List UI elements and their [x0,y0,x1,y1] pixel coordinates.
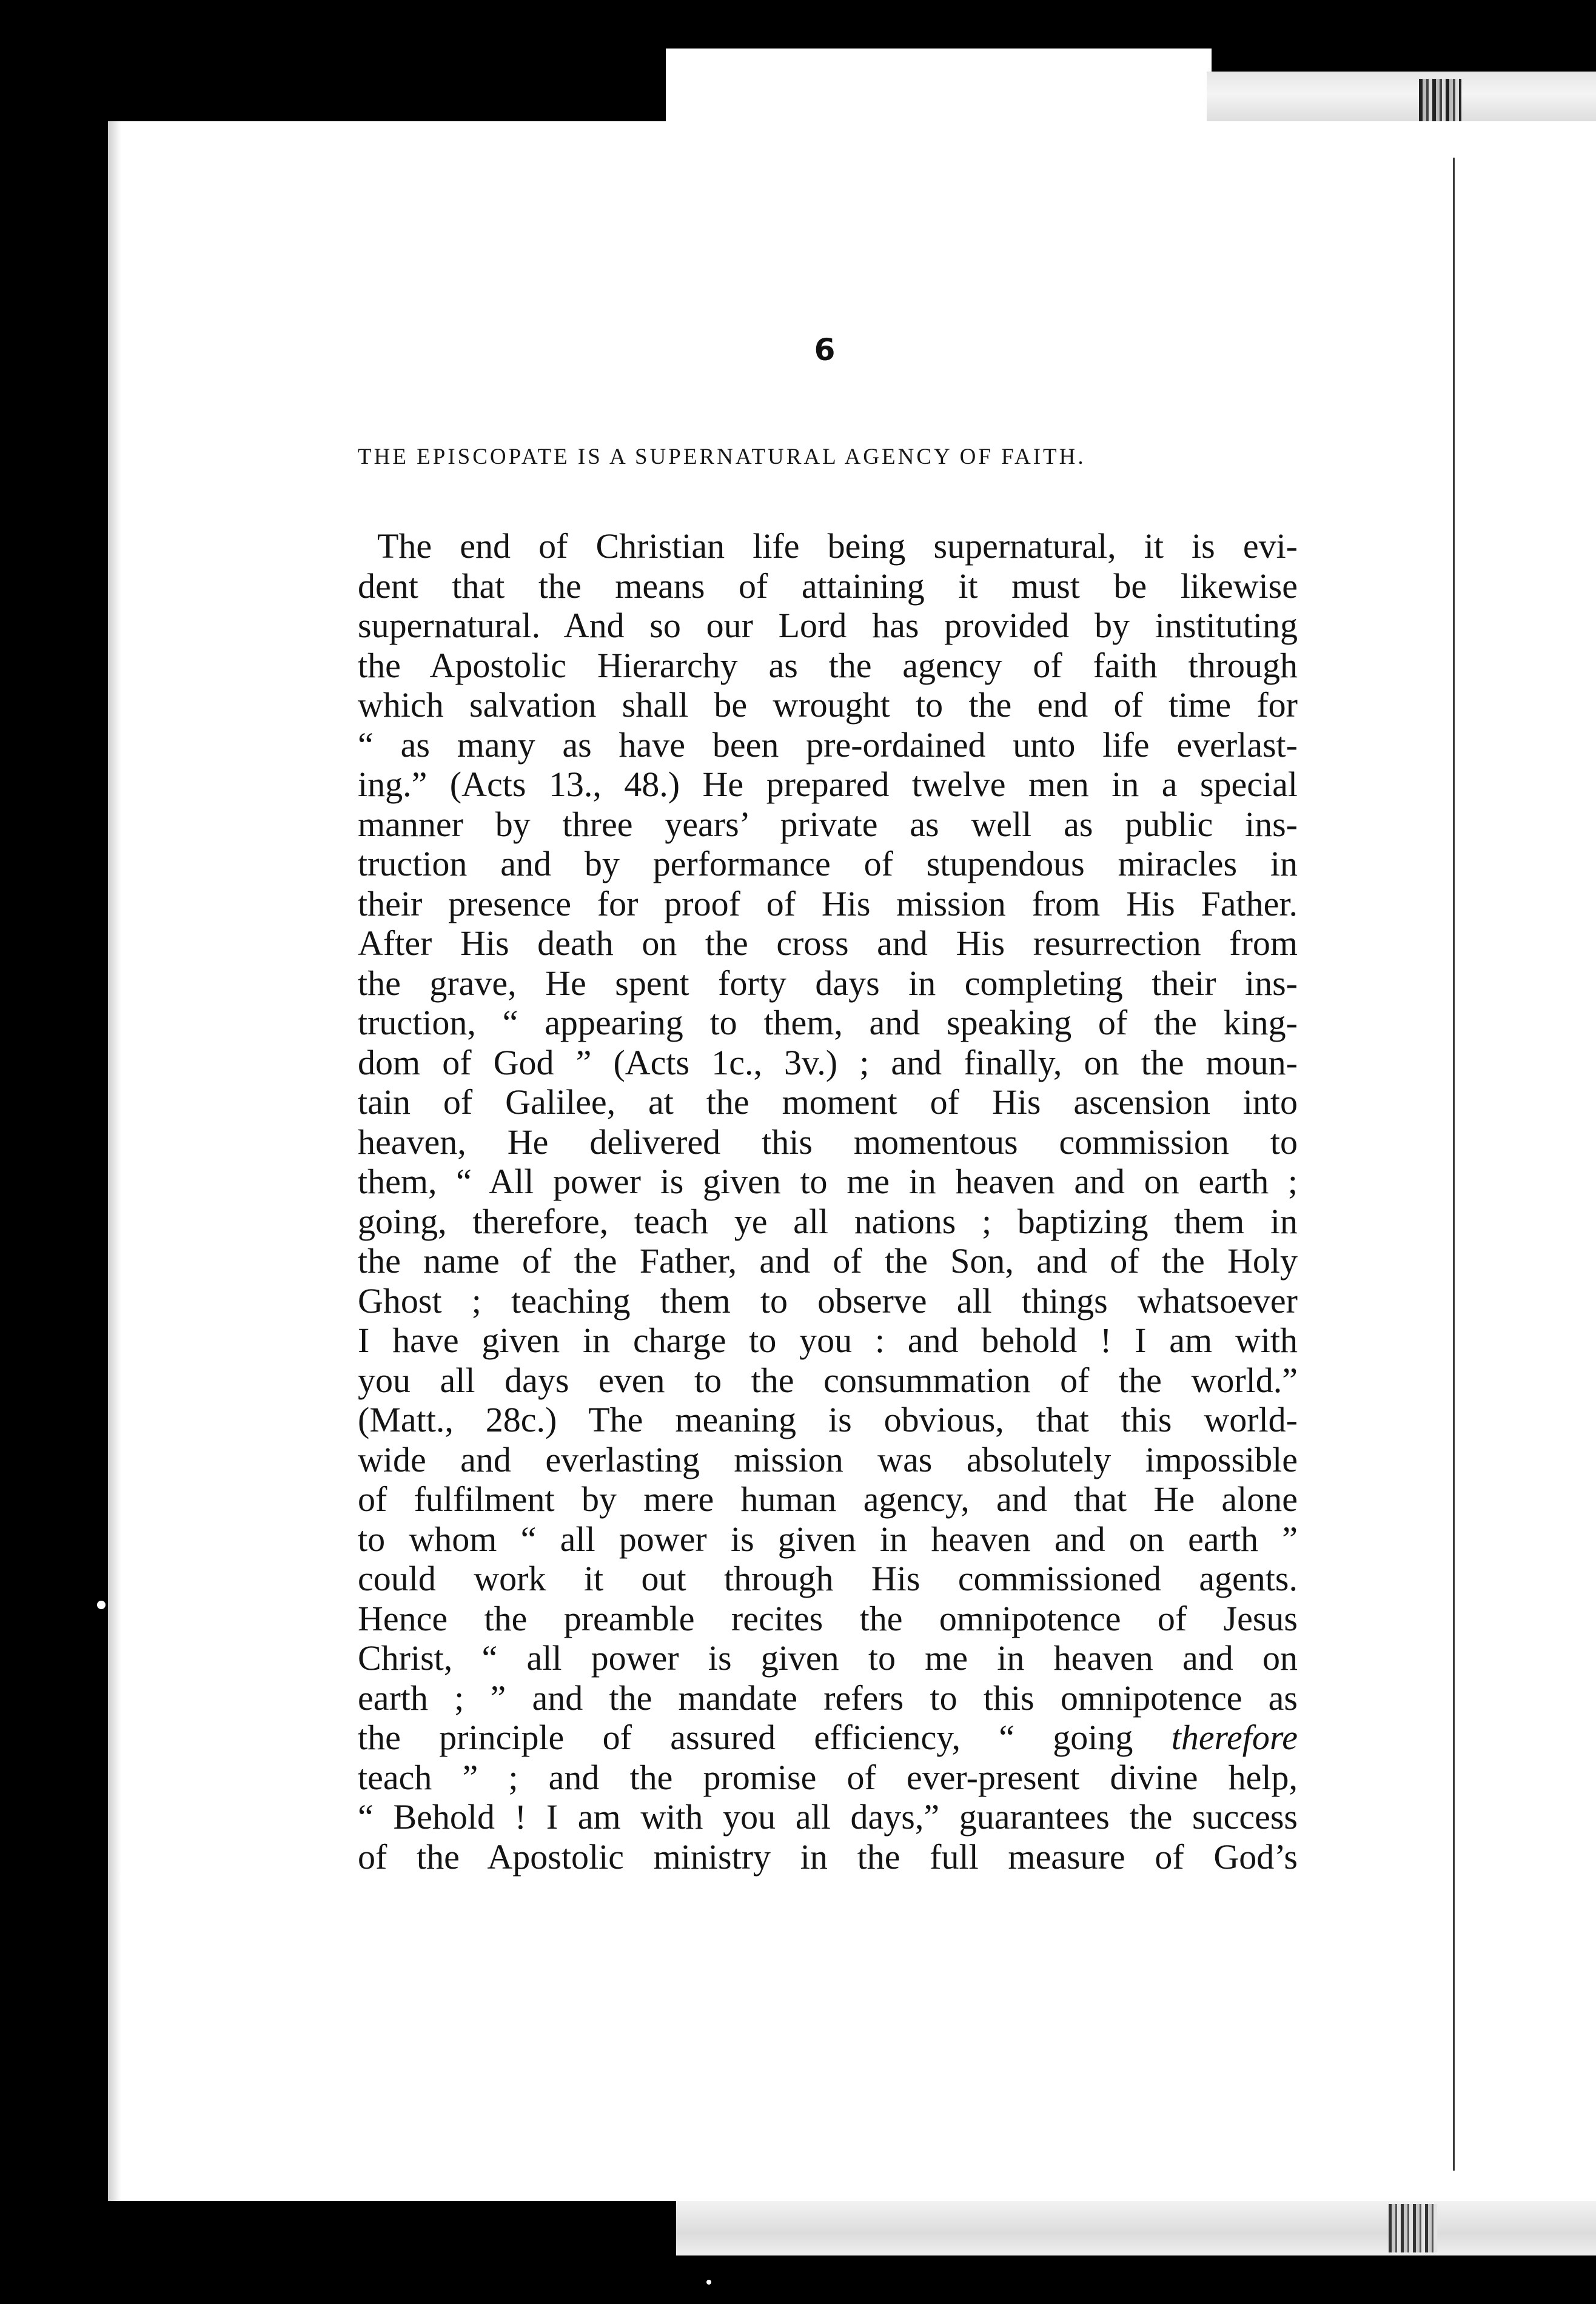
text-line: teach ” ; and the promise of ever-present divine help, [358,1757,1298,1797]
text-line: the name of the Father, and of the Son, and of the Holy [358,1241,1298,1281]
text-line-with-italic [358,1718,1298,1758]
text-line: dent that the means of attaining it must be likewise [358,566,1298,606]
text-line: them, “ All power is given to me in heaven and on earth ; [358,1162,1298,1201]
text-line: earth ; ” and the mandate refers to this omnipotence as [358,1678,1298,1718]
page-gutter-line [1453,158,1455,2171]
scan-speck [706,2280,711,2285]
text-line: (Matt., 28c.) The meaning is obvious, that this world- [358,1400,1298,1439]
page-number: 6 [814,332,836,367]
text-line: the Apostolic Hierarchy as the agency of faith through [358,645,1298,685]
text-line: heaven, He delivered this momentous commission to [358,1122,1298,1162]
text-line: wide and everlasting mission was absolutely impossible [358,1439,1298,1479]
text-line: I have given in charge to you : and behold ! I am with [358,1321,1298,1360]
page-left-edge [108,121,121,2201]
text-line: “ Behold ! I am with you all days,” guarantees the success [358,1797,1298,1837]
text-line: dom of God ” (Acts 1c., 3v.) ; and finally, on the moun- [358,1042,1298,1082]
text-line: truction, “ appearing to them, and speaking of the king- [358,1003,1298,1042]
scan-speck [97,1601,106,1609]
body-paragraph [358,526,1298,1877]
text-line: which salvation shall be wrought to the end of time for [358,685,1298,725]
text-line: The end of Christian life being supernatural, it is evi- [377,526,1298,566]
text-line: Ghost ; teaching them to observe all things whatsoever [358,1281,1298,1321]
scan-binding-mark-top [1419,79,1461,127]
text-line: ing.” (Acts 13., 48.) He prepared twelve men in a special [358,765,1298,804]
scan-top-tab [666,49,1212,127]
scan-bottom-strip [676,2201,1596,2255]
scan-binding-mark-bottom [1389,2204,1437,2252]
text-line: After His death on the cross and His resurrection from [358,923,1298,963]
text-line: Hence the preamble recites the omnipotence of Jesus [358,1598,1298,1638]
text-line: to whom “ all power is given in heaven and on earth ” [358,1519,1298,1559]
scan-speck [120,1874,126,1880]
text-line: could work it out through His commissioned agents. [358,1559,1298,1598]
section-heading: THE EPISCOPATE IS A SUPERNATURAL AGENCY OF FAITH. [358,444,1086,469]
text-line: going, therefore, teach ye all nations ; baptizing them in [358,1201,1298,1241]
text-line: their presence for proof of His mission from His Father. [358,883,1298,923]
text-line: supernatural. And so our Lord has provided by instituting [358,606,1298,645]
scan-top-strip [1207,72,1596,127]
text-line: “ as many as have been pre-ordained unto life everlast- [358,725,1298,765]
italic-word: therefore [1171,1718,1298,1757]
text-line: truction and by performance of stupendous miracles in [358,844,1298,883]
text-line: the grave, He spent forty days in completing their ins- [358,963,1298,1003]
text-line: Christ, “ all power is given to me in heaven and on [358,1638,1298,1678]
text-line: you all days even to the consummation of the world.” [358,1360,1298,1400]
text-line: of fulfilment by mere human agency, and that He alone [358,1479,1298,1519]
text-line: tain of Galilee, at the moment of His ascension into [358,1082,1298,1122]
text-line: manner by three years’ private as well as public ins- [358,804,1298,844]
text-segment: the principle of assured efficiency, “ going [358,1718,1172,1757]
text-line: of the Apostolic ministry in the full measure of God’s [358,1837,1298,1877]
